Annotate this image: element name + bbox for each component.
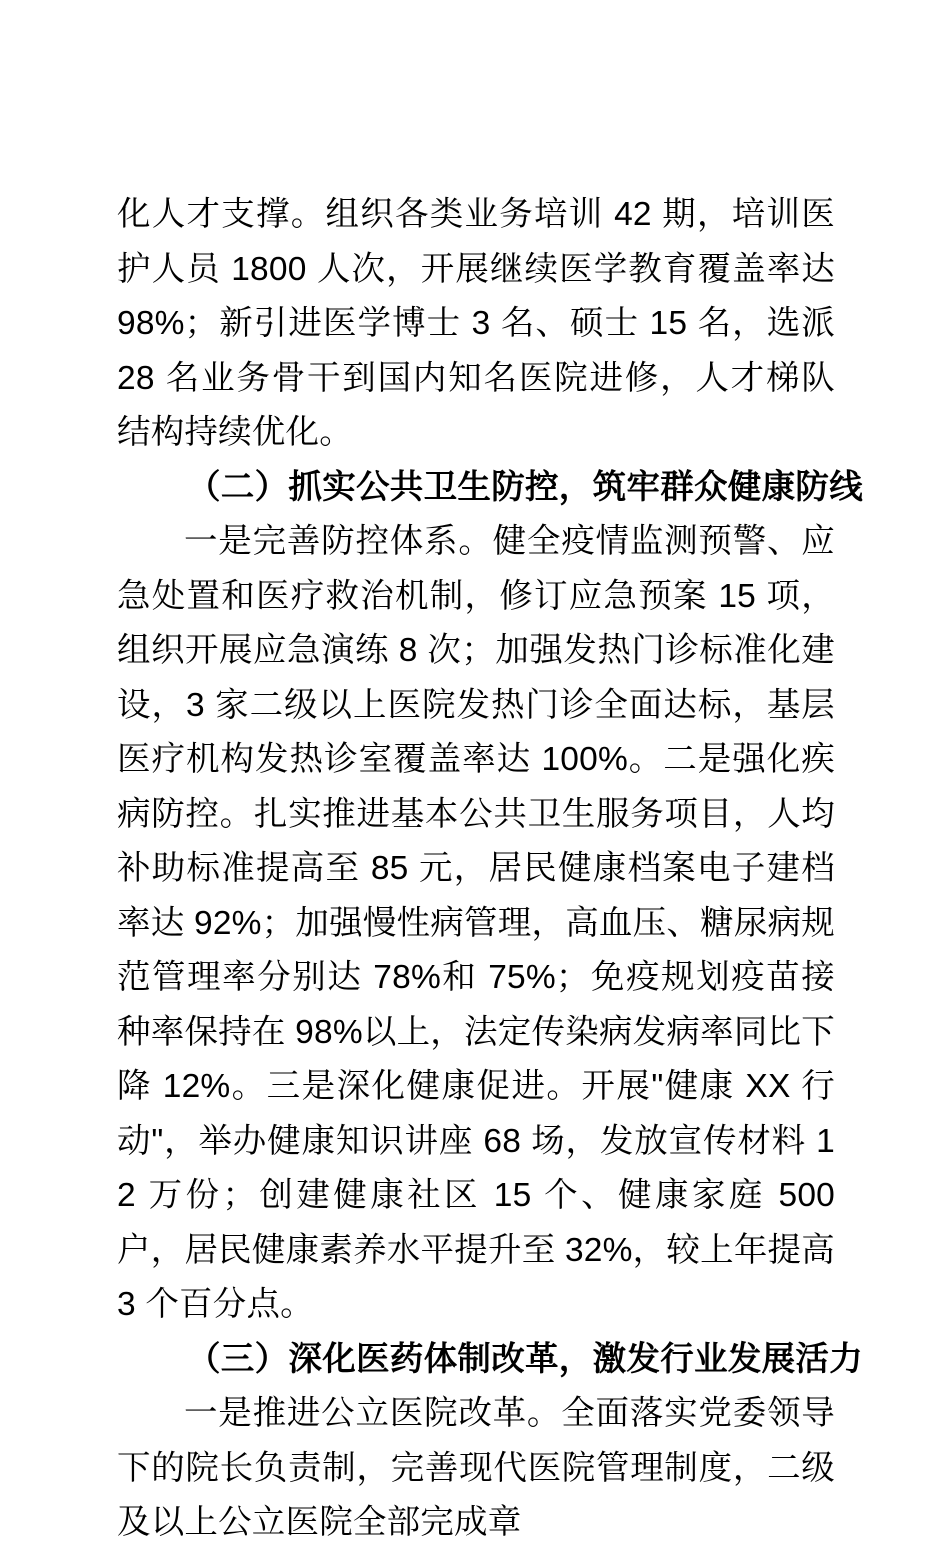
heading-section-two: （二）抓实公共卫生防控，筑牢群众健康防线	[187, 468, 863, 506]
paragraph-section-two-body: 一是完善防控体系。健全疫情监测预警、应急处置和医疗救治机制，修订应急预案 15 项，组织开展应急演练 8 次；加强发热门诊标准化建设，3 家二级以上医院发热门诊全面达标，基层医疗机构发热诊室覆盖率达 100%。二是强化疾病防控。扎实推进基本公共卫生服务项目，人均补助标准提高至 85 元，居民健康档案电子建档率达 92%；加强慢性病管理，高血压、糖尿病规范管理率分别达 78%和 75%；免疫规划疫苗接种率保持在 98%以上，法定传染病发病率同比下降 12%。三是深化健康促进。开展"健康 XX 行动"，举办健康知识讲座 68 场，发放宣传材料 12 万份；创建健康社区 15 个、健康家庭 500 户，居民健康素养水平提升至 32%，较上年提高 3 个百分点。	[117, 523, 835, 1323]
paragraph-section-three-body: 一是推进公立医院改革。全面落实党委领导下的院长负责制，完善现代医院管理制度，二级及以上公立医院全部完成章	[117, 1395, 835, 1541]
paragraph-talent-support-continued: 化人才支撑。组织各类业务培训 42 期，培训医护人员 1800 人次，开展继续医学教育覆盖率达 98%；新引进医学博士 3 名、硕士 15 名，选派 28 名业务骨干到国内知名医院进修，人才梯队结构持续优化。	[117, 196, 835, 451]
heading-section-three: （三）深化医药体制改革，激发行业发展活力	[187, 1340, 863, 1378]
document-text-column	[117, 188, 863, 1551]
